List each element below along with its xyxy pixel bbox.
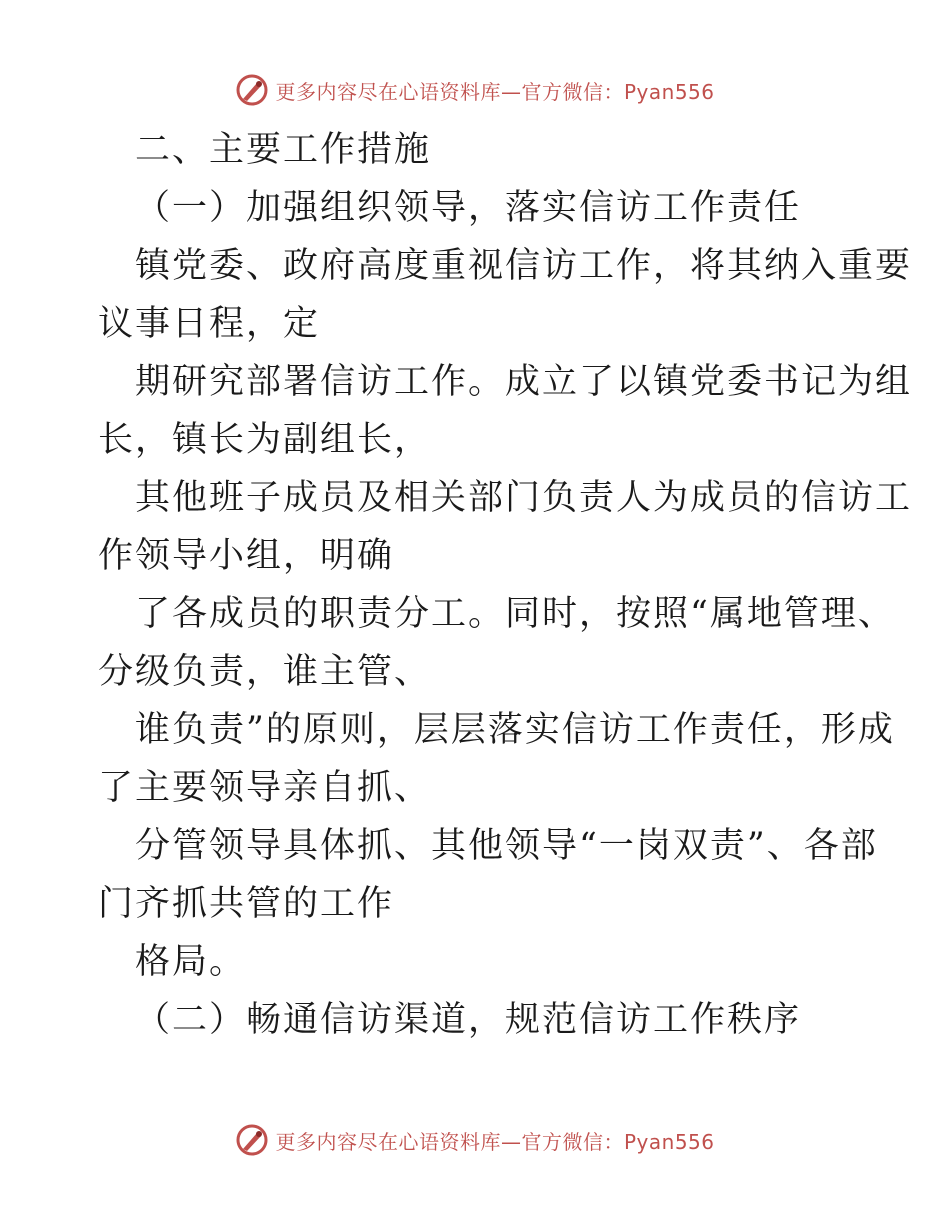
paragraph-line: 期研究部署信访工作。成立了以镇党委书记为组	[135, 362, 913, 402]
paragraph-line: 分管领导具体抓、其他领导“一岗双责”、各部	[135, 826, 878, 866]
paragraph-line: 议事日程，定	[98, 304, 321, 344]
watermark-id: Pyan556	[623, 1129, 715, 1154]
page-footer-watermark	[0, 1120, 950, 1160]
paragraph-line: 作领导小组，明确	[98, 536, 395, 576]
pen-logo-icon	[235, 73, 269, 107]
paragraph-line: 长，镇长为副组长，	[98, 420, 432, 460]
watermark-text: 更多内容尽在心语资料库—官方微信：Pyan556	[275, 1129, 715, 1154]
pen-logo-icon	[235, 1123, 269, 1157]
paragraph-line: 了主要领导亲自抓、	[98, 768, 432, 808]
section-heading: 二、主要工作措施	[135, 130, 432, 170]
page-header-watermark	[0, 70, 950, 110]
paragraph-line: 谁负责”的原则，层层落实信访工作责任，形成	[135, 710, 895, 750]
paragraph-line: 其他班子成员及相关部门负责人为成员的信访工	[135, 478, 913, 518]
paragraph-line: 了各成员的职责分工。同时，按照“属地管理、	[135, 594, 895, 634]
subsection-heading-1: （一）加强组织领导，落实信访工作责任	[135, 188, 802, 228]
watermark-id: Pyan556	[623, 79, 715, 104]
watermark-text: 更多内容尽在心语资料库—官方微信：Pyan556	[275, 79, 715, 104]
paragraph-line: 门齐抓共管的工作	[98, 884, 395, 924]
subsection-heading-2: （二）畅通信访渠道，规范信访工作秩序	[135, 1000, 802, 1040]
paragraph-line: 镇党委、政府高度重视信访工作，将其纳入重要	[135, 246, 913, 286]
paragraph-line: 格局。	[135, 942, 247, 982]
paragraph-line: 分级负责，谁主管、	[98, 652, 432, 692]
